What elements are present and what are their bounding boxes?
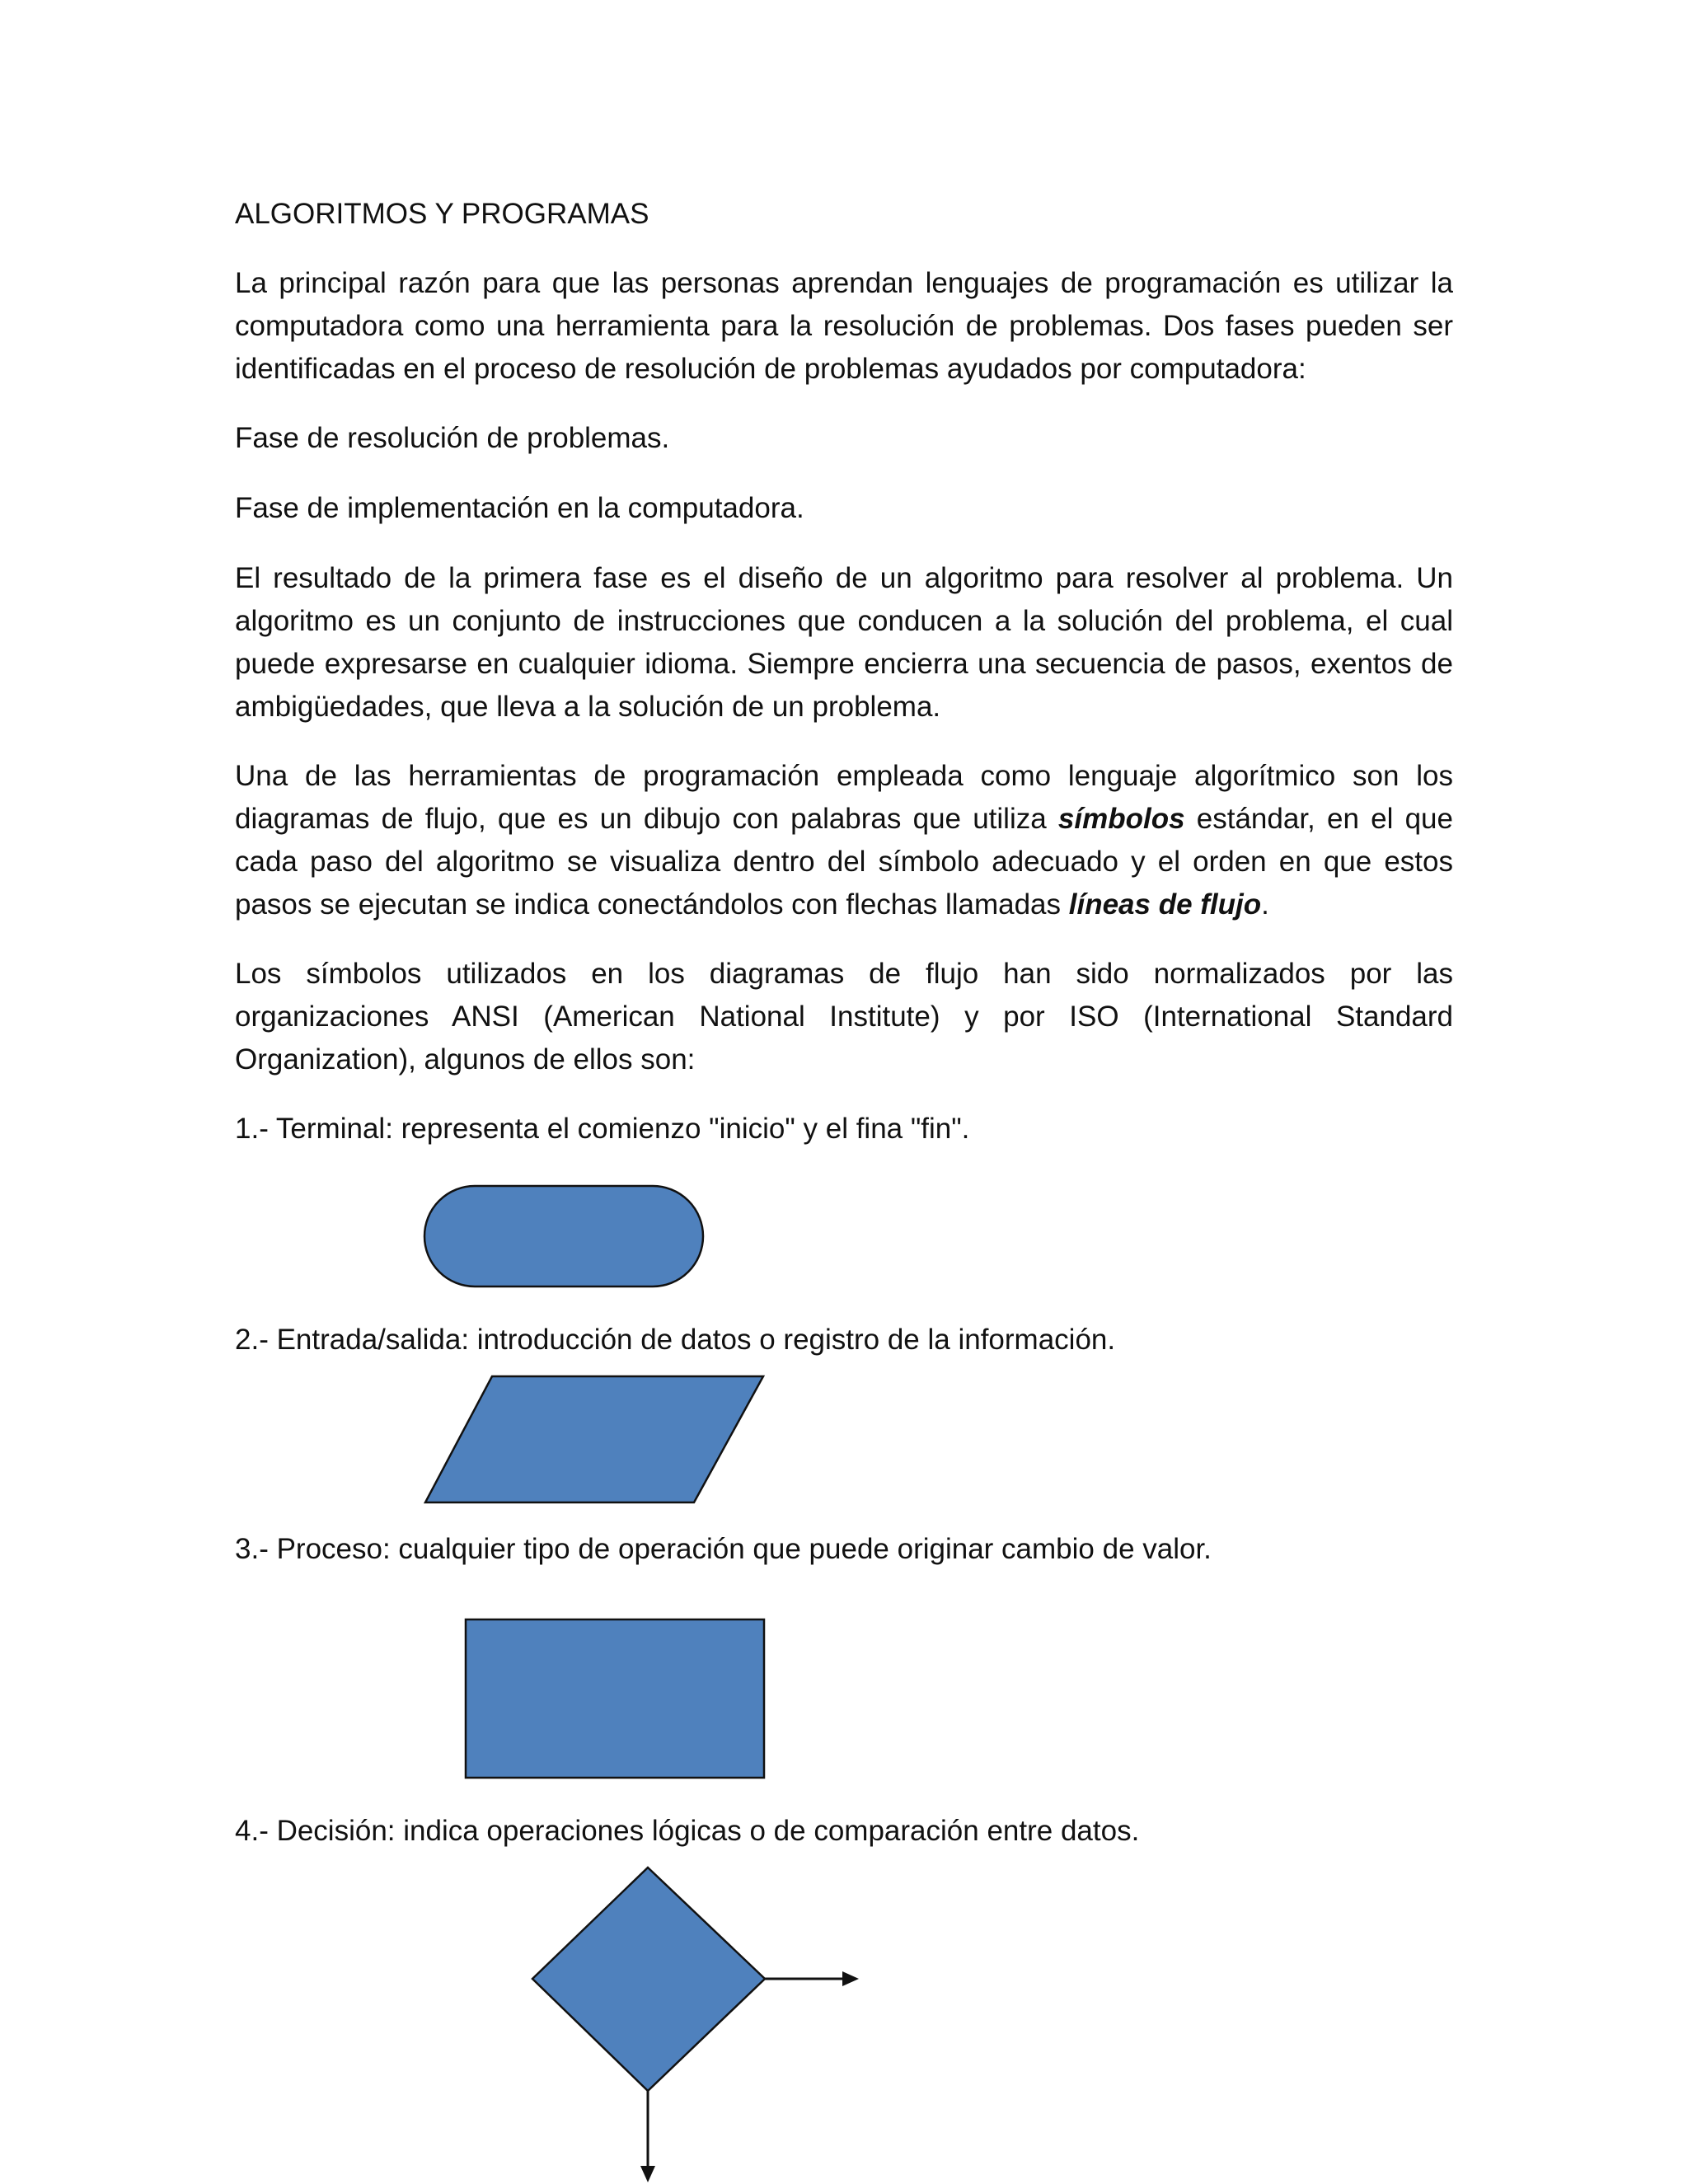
paragraph-intro: La principal razón para que las personas aprendan lenguajes de programación es utilizar la computadora como una herramienta para la resolución de problemas. Dos fases pueden ser identificadas en el proceso de resolución de problemas ayudados por computadora: [235, 267, 1453, 385]
decision-symbol [528, 1864, 865, 2184]
symbol-label-input-output: 2.- Entrada/salida: introducción de datos o registro de la información. [235, 1324, 1116, 1356]
terminal-symbol [422, 1183, 707, 1291]
symbol-label-decision: 4.- Decisión: indica operaciones lógicas o de comparación entre datos. [235, 1815, 1140, 1847]
symbol-label-terminal: 1.- Terminal: representa el comienzo "inicio" y el fina "fin". [235, 1113, 970, 1145]
paragraph-algorithm: El resultado de la primera fase es el diseño de un algoritmo para resolver al problema. Un algoritmo es un conjunto de instrucciones que conducen a la solución del problema, el cual puede expresarse en cualquier idioma. Siempre encierra una secuencia de pasos, exentos de ambigüedades, que lleva a la solución de un problema. [235, 562, 1453, 723]
paragraph-flowchart [235, 755, 1453, 926]
arrow-down-icon [640, 2166, 655, 2182]
paragraph-flowchart-text-1: Una de las herramientas de programación empleada como lenguaje algorítmico son los diagramas de flujo, que es un dibujo con palabras que utiliza [235, 760, 1453, 835]
paragraph-phase-2: Fase de implementación en la computadora. [235, 492, 804, 524]
process-symbol [463, 1617, 767, 1780]
page-title: ALGORITMOS Y PROGRAMAS [235, 198, 649, 230]
arrow-right-icon [842, 1971, 859, 1986]
paragraph-flowchart-text-2: estándar, en el que cada paso del algoritmo se visualiza dentro del símbolo adecuado y el orden en que estos pasos se ejecutan se indica conectándolos con flechas llamadas [235, 803, 1453, 921]
emphasis-simbolos: símbolos [1057, 803, 1185, 835]
input-output-symbol [422, 1374, 767, 1506]
emphasis-lineas-de-flujo: líneas de flujo [1068, 888, 1262, 921]
paragraph-standards: Los símbolos utilizados en los diagramas de flujo han sido normalizados por las organizaciones ANSI (American National Institute) y por ISO (International Standard Organization), algunos de ellos son: [235, 958, 1453, 1076]
paragraph-phase-1: Fase de resolución de problemas. [235, 422, 670, 454]
symbol-label-process: 3.- Proceso: cualquier tipo de operación que puede originar cambio de valor. [235, 1533, 1212, 1565]
paragraph-flowchart-text-3: . [1261, 888, 1269, 921]
